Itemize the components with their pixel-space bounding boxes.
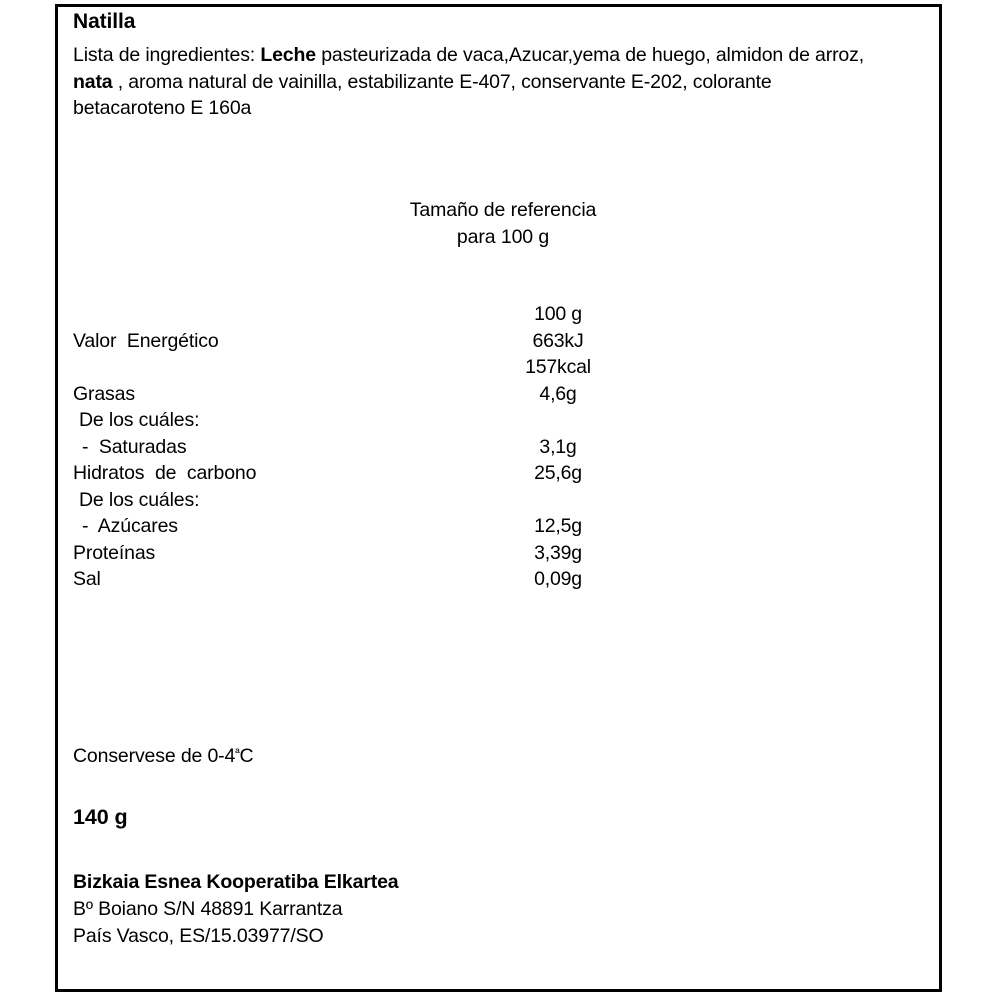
table-row	[58, 566, 939, 593]
table-row	[58, 354, 939, 381]
manufacturer-name: Bizkaia Esnea Kooperatiba Elkartea	[73, 871, 399, 893]
table-row	[58, 487, 939, 514]
net-weight: 140 g	[73, 805, 128, 829]
table-row	[58, 407, 939, 434]
nutrient-value-salt: 0,09g	[534, 568, 582, 590]
nutrient-label-energy: Valor Energético	[73, 329, 219, 352]
product-title: Natilla	[73, 10, 136, 33]
nutrient-label-fat: Grasas	[73, 382, 135, 405]
nutrient-label-of-which-fat: De los cuáles:	[79, 409, 200, 431]
nutrient-value-saturates: 3,1g	[539, 435, 577, 458]
ingredients-list	[73, 42, 883, 122]
storage-ordinal-superscript: ª	[235, 745, 240, 760]
nutrient-label-salt: Sal	[73, 568, 101, 590]
reference-size-line-2: para 100 g	[456, 226, 550, 248]
nutrient-label-of-which-carbs: De los cuáles:	[79, 488, 200, 511]
table-row	[58, 434, 939, 461]
nutrient-value-energy-kcal: 157kcal	[525, 356, 591, 378]
table-row	[58, 460, 939, 487]
manufacturer-address-line-1: Bº Boiano S/N 48891 Karrantza	[73, 898, 343, 920]
table-row	[58, 513, 939, 540]
reference-size-header	[388, 197, 618, 251]
nutrient-value-protein: 3,39g	[534, 541, 582, 564]
nutrient-label-saturates: - Saturadas	[82, 435, 187, 458]
nutrition-column-header-row	[58, 301, 939, 328]
ingredients-text-2: , aroma natural de vainilla, estabilizante E-407, conservante E-202, colorante betacaroteno E 160a	[73, 70, 772, 119]
manufacturer-address-line-2: País Vasco, ES/15.03977/SO	[73, 925, 324, 947]
table-row	[58, 540, 939, 567]
storage-instructions	[73, 745, 253, 768]
reference-size-line-1: Tamaño de referencia	[409, 199, 597, 221]
ingredient-allergen-leche: Leche	[260, 44, 316, 66]
nutrient-label-protein: Proteínas	[73, 541, 156, 564]
table-row	[58, 381, 939, 408]
nutrient-value-sugars: 12,5g	[534, 515, 582, 537]
nutrient-value-fat: 4,6g	[539, 382, 577, 405]
nutrient-value-energy-kj: 663kJ	[532, 329, 584, 352]
nutrient-value-carbohydrates: 25,6g	[534, 462, 582, 484]
ingredients-prefix: Lista de ingredientes:	[73, 44, 261, 66]
nutrition-label-frame	[55, 4, 942, 992]
ingredient-allergen-nata: nata	[73, 70, 113, 93]
manufacturer-details	[73, 869, 398, 950]
table-row	[58, 328, 939, 355]
nutrient-label-carbohydrates: Hidratos de carbono	[73, 462, 257, 484]
ingredients-text-1: pasteurizada de vaca,Azucar,yema de huego, almidon de arroz,	[315, 44, 864, 66]
storage-text-after: C	[239, 745, 254, 767]
storage-text-before: Conservese de 0-4	[73, 745, 236, 767]
nutrition-column-header: 100 g	[534, 303, 582, 325]
nutrient-label-sugars: - Azúcares	[82, 515, 178, 537]
nutrition-table	[58, 301, 939, 593]
